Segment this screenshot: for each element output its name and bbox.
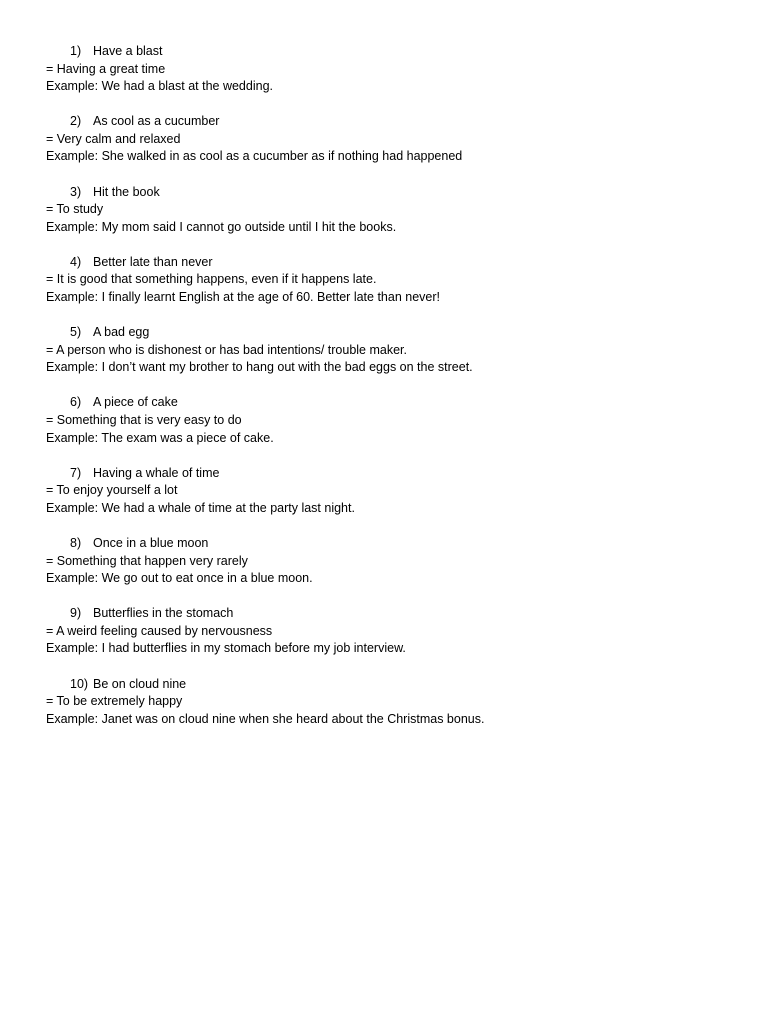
idiom-entry-1 [46, 43, 726, 96]
idiom-entry-5 [46, 324, 726, 377]
idiom-entry-7 [46, 465, 726, 518]
idiom-meaning: = Something that is very easy to do [46, 413, 242, 427]
idiom-title: A piece of cake [93, 395, 178, 410]
idiom-meaning: = To enjoy yourself a lot [46, 483, 178, 498]
idiom-title: Having a whale of time [93, 465, 220, 480]
idiom-heading [46, 324, 726, 342]
idiom-meaning: = A weird feeling caused by nervousness [46, 623, 273, 638]
idiom-entry-2 [46, 113, 726, 166]
idiom-meaning: = Very calm and relaxed [46, 131, 181, 146]
idiom-example: Example: My mom said I cannot go outside until I hit the books. [46, 219, 397, 234]
idiom-example: Example: Janet was on cloud nine when she heard about the Christmas bonus. [46, 711, 485, 726]
idiom-entry-9 [46, 605, 726, 658]
idiom-entry-4 [46, 254, 726, 307]
idiom-meaning: = Having a great time [46, 61, 166, 76]
idiom-meaning: = A person who is dishonest or has bad intentions/ trouble maker. [46, 342, 407, 357]
idiom-heading [46, 254, 726, 272]
idiom-example: Example: I finally learnt English at the age of 60. Better late than never! [46, 290, 440, 305]
idiom-title: Be on cloud nine [93, 676, 187, 691]
idiom-heading [46, 676, 726, 694]
idiom-heading [46, 605, 726, 623]
idiom-number: 3) [70, 184, 82, 199]
idiom-meaning: = To be extremely happy [46, 694, 183, 709]
idiom-meaning: = Something that happen very rarely [46, 553, 248, 568]
idiom-title: Butterflies in the stomach [93, 606, 234, 621]
idiom-number: 2) [70, 114, 82, 129]
idiom-example: Example: I don’t want my brother to hang out with the bad eggs on the street. [46, 360, 473, 375]
idiom-entry-3 [46, 184, 726, 237]
idiom-number: 10) [70, 676, 89, 691]
idiom-meaning: = To study [46, 202, 104, 217]
idiom-title: Have a blast [93, 44, 163, 58]
idiom-heading [46, 43, 726, 61]
idiom-example: Example: We go out to eat once in a blue moon. [46, 571, 313, 586]
idiom-number: 8) [70, 535, 82, 550]
idiom-example: Example: We had a blast at the wedding. [46, 79, 273, 94]
idiom-entry-6 [46, 394, 726, 447]
idiom-heading [46, 394, 726, 412]
idiom-example: Example: We had a whale of time at the party last night. [46, 500, 355, 515]
idiom-number: 4) [70, 254, 82, 269]
idiom-number: 6) [70, 395, 82, 410]
idiom-number: 5) [70, 325, 82, 340]
idiom-title: Better late than never [93, 254, 213, 269]
idiom-title: A bad egg [93, 325, 150, 340]
idiom-example: Example: I had butterflies in my stomach before my job interview. [46, 641, 406, 656]
idiom-number: 1) [70, 44, 82, 58]
idiom-heading [46, 465, 726, 483]
idiom-title: Once in a blue moon [93, 535, 209, 550]
idiom-title: Hit the book [93, 184, 160, 199]
idiom-entry-10 [46, 676, 726, 729]
idiom-heading [46, 113, 726, 131]
idiom-number: 9) [70, 606, 82, 621]
idiom-number: 7) [70, 465, 82, 480]
idiom-list [46, 43, 726, 746]
idiom-heading [46, 184, 726, 202]
idiom-entry-8 [46, 535, 726, 588]
idiom-heading [46, 535, 726, 553]
idiom-example: Example: She walked in as cool as a cucumber as if nothing had happened [46, 149, 463, 164]
idiom-example: Example: The exam was a piece of cake. [46, 430, 274, 445]
idiom-meaning: = It is good that something happens, even if it happens late. [46, 272, 377, 287]
idiom-title: As cool as a cucumber [93, 114, 220, 129]
